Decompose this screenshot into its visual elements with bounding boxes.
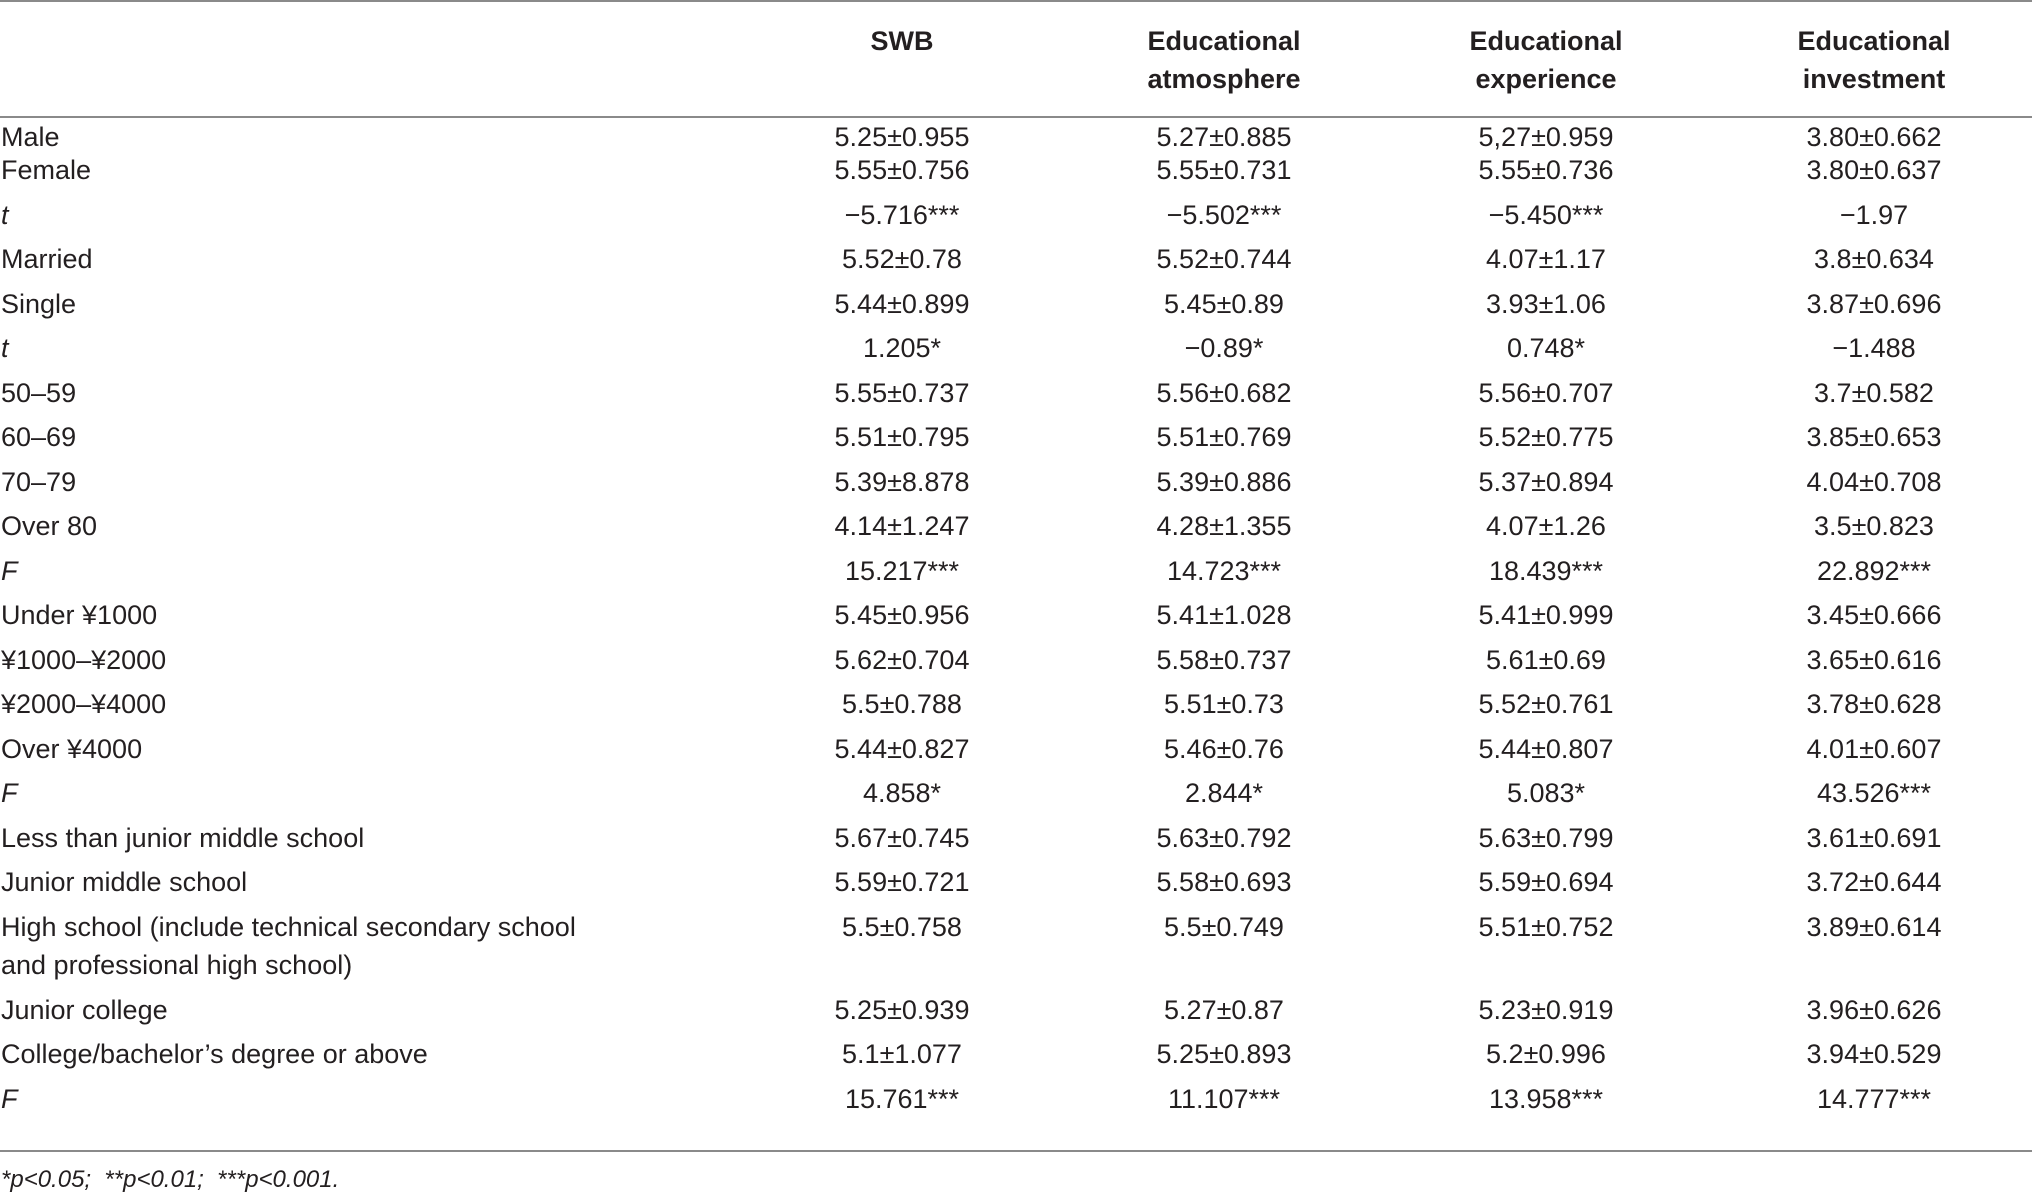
table-cell: −5.450*** [1488, 199, 1604, 230]
table-cell: −5.716*** [844, 199, 960, 230]
table-cell: 5.25±0.939 [834, 994, 970, 1025]
table-header [0, 0, 2032, 116]
table-cell: 5.25±0.893 [1156, 1039, 1292, 1069]
table-cell: 5.23±0.919 [1478, 994, 1614, 1025]
row-label: 70–79 [1, 466, 77, 497]
table-cell: 5.52±0.744 [1156, 244, 1292, 274]
table-body [0, 118, 2032, 1132]
table-cell: 14.777*** [1816, 1083, 1932, 1114]
table-cell: 22.892*** [1816, 555, 1932, 586]
table-cell: 5.51±0.769 [1156, 422, 1292, 452]
row-label: F [1, 555, 18, 586]
table-cell: 5.52±0.78 [842, 244, 962, 274]
column-header-educational-investment [1744, 22, 2004, 98]
table-cell: 5.63±0.792 [1156, 822, 1292, 853]
table-row [0, 463, 2032, 508]
table-row [0, 685, 2032, 730]
table-cell: 3.5±0.823 [1814, 511, 1934, 541]
table-row [0, 991, 2032, 1036]
table-cell: 5.58±0.693 [1156, 867, 1292, 897]
table-cell: 4.07±1.26 [1486, 511, 1606, 541]
table-cell: 5.27±0.87 [1164, 994, 1284, 1025]
table-cell: 3.80±0.637 [1806, 155, 1942, 185]
row-label: Junior college [1, 994, 168, 1025]
row-label: t [1, 333, 9, 363]
table-cell: 15.761*** [844, 1083, 960, 1114]
table-row [0, 240, 2032, 285]
row-label: t [1, 199, 9, 230]
table-row [0, 774, 2032, 819]
table-row [0, 374, 2032, 419]
table-cell: 3.89±0.614 [1806, 911, 1942, 942]
table-cell: −1.97 [1839, 199, 1909, 230]
table-cell: 4.14±1.247 [834, 511, 970, 541]
table-row [0, 507, 2032, 552]
table-cell: 4.01±0.607 [1806, 733, 1942, 764]
table-cell: 5.44±0.899 [834, 288, 970, 319]
column-header-line: atmosphere [1147, 64, 1301, 94]
table-cell: 15.217*** [844, 555, 960, 586]
row-label: Less than junior middle school [1, 822, 365, 853]
row-label: Junior middle school [1, 867, 248, 897]
table-footnote: *p<0.05; **p<0.01; ***p<0.001. [1, 1166, 340, 1193]
table-cell: −1.488 [1832, 333, 1916, 363]
table-cell: 5.55±0.756 [834, 155, 970, 185]
table-cell: 5.39±8.878 [834, 466, 970, 497]
row-label: College/bachelor’s degree or above [1, 1039, 428, 1069]
row-label: Married [1, 244, 93, 274]
table-cell: 5.56±0.707 [1478, 377, 1614, 408]
column-header-educational-atmosphere [1094, 22, 1354, 98]
table-cell: 43.526*** [1816, 778, 1932, 808]
table-cell: 1.205* [862, 333, 942, 363]
table-cell: 5.45±0.89 [1164, 288, 1284, 319]
table-cell: 4.28±1.355 [1156, 511, 1292, 541]
table-row [0, 196, 2032, 241]
table-cell: 5.52±0.761 [1478, 689, 1614, 719]
row-label: F [1, 1083, 18, 1114]
table-cell: 0.748* [1506, 333, 1586, 363]
table-cell: 3.94±0.529 [1806, 1039, 1942, 1069]
table-cell: 18.439*** [1488, 555, 1604, 586]
table-row [0, 908, 2032, 991]
table-cell: 5.37±0.894 [1478, 466, 1614, 497]
table-cell: −5.502*** [1166, 199, 1282, 230]
table-cell: 3.87±0.696 [1806, 288, 1942, 319]
table-cell: 5.55±0.737 [834, 377, 970, 408]
table-cell: 5.58±0.737 [1156, 644, 1292, 675]
row-label: F [1, 778, 18, 808]
row-label: Single [1, 288, 77, 319]
table-cell: 3.45±0.666 [1806, 600, 1942, 630]
table-cell: 3.80±0.662 [1806, 122, 1942, 152]
row-label: Under ¥1000 [1, 600, 158, 630]
row-label: Over 80 [1, 511, 98, 541]
table-cell: 5.5±0.749 [1164, 911, 1284, 942]
table-row [0, 329, 2032, 374]
table-cell: 5.46±0.76 [1164, 733, 1284, 764]
table-row [0, 552, 2032, 597]
table-row [0, 730, 2032, 775]
table-cell: 5.62±0.704 [834, 644, 970, 675]
table-cell: 3.93±1.06 [1486, 288, 1606, 319]
row-label: 50–59 [1, 377, 77, 408]
table-cell: 5.56±0.682 [1156, 377, 1292, 408]
table-cell: 11.107*** [1167, 1083, 1281, 1114]
table-cell: 3.78±0.628 [1806, 689, 1942, 719]
column-header-line: investment [1802, 64, 1946, 94]
table-cell: 5.45±0.956 [834, 600, 970, 630]
table-cell: 4.04±0.708 [1806, 466, 1942, 497]
column-header-swb [772, 22, 1032, 60]
table-cell: 5.1±1.077 [842, 1039, 962, 1069]
table-row [0, 285, 2032, 330]
row-label: Over ¥4000 [1, 733, 143, 764]
table-cell: 5.083* [1506, 778, 1586, 808]
table-cell: 3.85±0.653 [1806, 422, 1942, 452]
column-header-line: Educational [1147, 26, 1301, 56]
table-cell: 5.63±0.799 [1478, 822, 1614, 853]
table-cell: 5.5±0.758 [842, 911, 962, 942]
row-label: Female [1, 155, 92, 185]
row-label: ¥1000–¥2000 [1, 644, 167, 675]
table-cell: 5.2±0.996 [1486, 1039, 1606, 1069]
bottom-rule [0, 1150, 2032, 1152]
table-cell: 5.59±0.721 [834, 867, 970, 897]
table-cell: 5.59±0.694 [1478, 867, 1614, 897]
table-cell: 13.958*** [1488, 1083, 1604, 1114]
table-cell: 3.96±0.626 [1806, 994, 1942, 1025]
table-cell: 5.39±0.886 [1156, 466, 1292, 497]
table-row [0, 118, 2032, 151]
table-row [0, 418, 2032, 463]
table-cell: 5.51±0.752 [1478, 911, 1614, 942]
table-cell: −0.89* [1184, 333, 1264, 363]
table-cell: 4.07±1.17 [1486, 244, 1606, 274]
table-cell: 5.25±0.955 [834, 122, 970, 152]
column-header-line: SWB [870, 26, 934, 56]
table-row [0, 596, 2032, 641]
column-header-educational-experience [1416, 22, 1676, 98]
table-cell: 2.844* [1184, 778, 1264, 808]
table-cell: 5.44±0.807 [1478, 733, 1614, 764]
table-row [0, 1080, 2032, 1132]
table-cell: 3.7±0.582 [1814, 377, 1934, 408]
table-row [0, 863, 2032, 908]
table-cell: 5.41±1.028 [1156, 600, 1292, 630]
table-cell: 5.44±0.827 [834, 733, 970, 764]
table-cell: 3.65±0.616 [1806, 644, 1942, 675]
table-row [0, 641, 2032, 686]
table-cell: 3.8±0.634 [1814, 244, 1934, 274]
column-header-line: Educational [1797, 26, 1951, 56]
table-cell: 5.51±0.795 [834, 422, 970, 452]
table-row [0, 819, 2032, 864]
table-cell: 5.55±0.736 [1478, 155, 1614, 185]
table-cell: 5,27±0.959 [1478, 122, 1614, 152]
table-cell: 5.51±0.73 [1164, 689, 1284, 719]
table-cell: 5.61±0.69 [1486, 644, 1606, 675]
table-row [0, 1035, 2032, 1080]
table-cell: 5.52±0.775 [1478, 422, 1614, 452]
row-label: 60–69 [1, 422, 77, 452]
table-cell: 5.67±0.745 [834, 822, 970, 853]
column-header-line: experience [1475, 64, 1617, 94]
table-cell: 5.5±0.788 [842, 689, 962, 719]
table-cell: 5.55±0.731 [1156, 155, 1292, 185]
row-label: High school (include technical secondary school and professional high school) [1, 911, 576, 980]
table-cell: 3.72±0.644 [1806, 867, 1942, 897]
table-cell: 4.858* [862, 778, 942, 808]
column-header-line: Educational [1469, 26, 1623, 56]
table-cell: 3.61±0.691 [1806, 822, 1942, 853]
table-cell: 5.27±0.885 [1156, 122, 1292, 152]
table-row [0, 151, 2032, 196]
row-label: Male [1, 122, 60, 152]
row-label: ¥2000–¥4000 [1, 689, 167, 719]
table-cell: 14.723*** [1166, 555, 1282, 586]
table-cell: 5.41±0.999 [1478, 600, 1614, 630]
